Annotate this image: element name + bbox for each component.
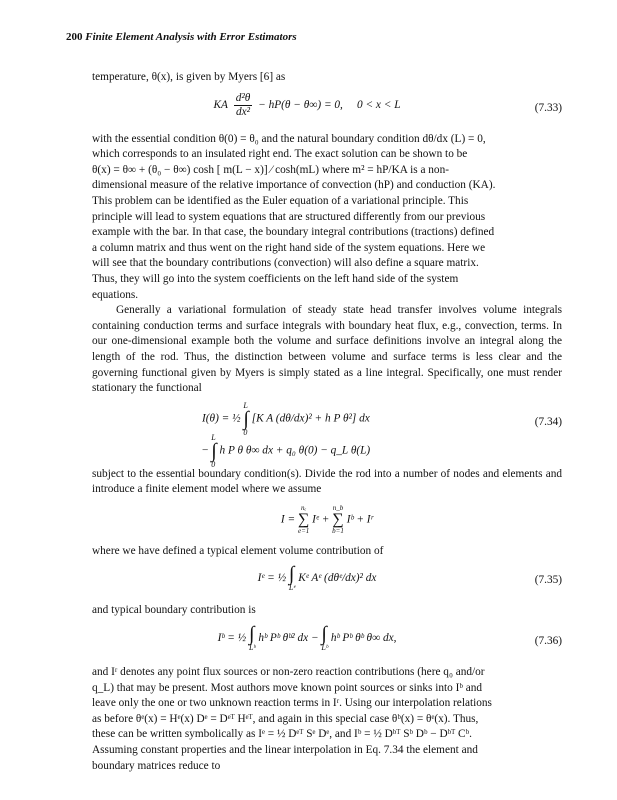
equation-7-34 [92,400,562,469]
equation-7-33 [92,92,562,126]
eq736-lhs: Iᵇ = ½ [217,632,247,645]
eq734-int2-lower: 0 [211,459,216,469]
p2-line5: This problem can be identified as the Euler equation of a variational principle. This [92,194,469,207]
running-header [66,30,297,46]
eq736-int1-lower: Lᵇ [248,643,256,653]
eq733-domain: 0 < x < L [357,98,401,111]
eq734-int2-upper: L [211,432,216,442]
eq733-frac-den: dx² [236,105,251,118]
p2-line6: principle will lead to system equations that are structured differently from our previous [92,210,486,223]
eq736-int2-lower: Lᵇ [321,643,328,653]
eq734-lhs: I(θ) = ½ [202,412,241,425]
integral-sign-icon: ∫ [288,563,295,586]
eq735-integral [289,565,296,592]
paragraph-solution [92,132,562,304]
eqsum-term2: Iᵇ + Iʳ [346,513,374,526]
eq733-number: (7.33) [534,101,562,114]
paragraph-essential-bc: subject to the essential boundary condition(s). Divide the rod into a number of nodes and elements and introduce a finite element model where we assume [92,467,562,496]
integral-sign-icon: ∫ [321,623,327,646]
p7-line7: boundary matrices reduce to [92,759,221,772]
eq733-frac-num: d²θ [235,91,251,104]
eqsum-lhs: I = [280,513,296,526]
eq735-number: (7.35) [534,574,562,587]
p2-line9: will see that the boundary contributions (convection) will also define a square matrix. [92,257,479,270]
eqsum-sum1-lower: e=1 [297,526,310,535]
equation-sum [92,504,562,538]
summation-sign-icon: ∑ [297,510,310,528]
eq735-int-lower: Lᵉ [288,583,296,593]
eqsum-sum1 [298,504,309,536]
eq734-integral1 [243,401,248,437]
eq736-body2: hᵇ Pᵇ θᵇ θ∞ dx, [330,632,397,645]
p7-line1: and Iʳ denotes any point flux sources or non-zero reaction contributions (here q₀ and/or [92,666,485,679]
p7-line3: leave only the one or two unknown reaction terms in Iʳ. Using our interpolation relations [92,697,492,710]
eq733-fraction [234,92,253,119]
p7-line4: as before θᵉ(x) = Hᵉ(x) Dᵉ = Dᵉᵀ Hᵉᵀ, and again in this special case θᵇ(x) = θᵉ(x). Thus, [92,712,479,725]
page-number: 200 [66,31,83,43]
eqsum-sum2-lower: b=1 [332,526,344,535]
paragraph-boundary-contribution: and typical boundary contribution is [92,604,256,617]
equation-7-36 [92,625,562,659]
p2-line3: θ(x) = θ∞ + (θ₀ − θ∞) cosh [ m(L − x)] ⁄ cosh(mL) where m² = hP/KA is a non- [92,163,449,176]
eq734-int-lower: 0 [243,427,248,437]
paragraph-element-contribution: where we have defined a typical element volume contribution of [92,544,384,557]
eq736-body1: hᵇ Pᵇ θᵇ² dx − [258,632,319,645]
p2-line4: dimensional measure of the relative importance of convection (hP) and conduction (KA). [92,179,496,192]
p2-line1: with the essential condition θ(0) = θ₀ and the natural boundary condition dθ/dx (L) = 0, [92,132,486,145]
eqsum-sum2 [332,504,344,536]
paragraph-matrices [92,665,562,774]
paragraph-intro: temperature, θ(x), is given by Myers [6] as [92,71,286,83]
running-title: Finite Element Analysis with Error Estimators [85,31,297,43]
paragraph-variational: Generally a variational formulation of steady state head transfer involves volume integrals containing conduction terms and surface integrals with boundary heat flux, e.g., convection, terms. In our one-dimensional example both the volume and surface definitions involve an integral along the length of the rod. Thus, the distinction between volume and surface terms is less clear and the governing functional given by Myers is simply stated as a line integral. Specifically, one must render stationary the functional [92,304,562,395]
page-body [92,70,562,774]
eqsum-sum1-upper: nₑ [300,503,307,512]
eq736-number: (7.36) [534,635,562,648]
p7-line6: Assuming constant properties and the linear interpolation in Eq. 7.34 the element and [92,744,478,757]
p2-line8: a column matrix and thus went on the right hand side of the system equations. Here we [92,241,486,254]
eqsum-term1: Iᵉ + [312,513,330,526]
eq736-integral1 [249,625,256,652]
eq734-minus: − [202,444,209,457]
p2-line11: equations. [92,288,139,301]
equation-7-35 [92,565,562,597]
integral-sign-icon: ∫ [211,439,217,462]
eq734-integral2 [211,433,216,469]
eqsum-sum2-upper: n_b [332,503,344,512]
eq735-lhs: Iᵉ = ½ [257,572,287,585]
eq734-line2-body: h P θ θ∞ dx + q₀ θ(0) − q_L θ(L) [219,444,371,457]
summation-sign-icon: ∑ [332,510,344,528]
p7-line5: these can be written symbolically as Iᵉ = ½ Dᵉᵀ Sᵉ Dᵉ, and Iᵇ = ½ Dᵇᵀ Sᵇ Dᵇ − Dᵇᵀ Cᵇ. [92,728,472,741]
eq735-body: Kᵉ Aᵉ (dθᵉ/dx)² dx [298,572,377,585]
p2-line10: Thus, they will go into the system coefficients on the left hand side of the system [92,272,459,285]
eq736-integral2 [321,625,328,652]
p2-line7: example with the bar. In that case, the boundary integral contributions (tractions) defined [92,226,495,239]
eq734-int-upper: L [243,400,248,410]
eq734-number: (7.34) [534,415,562,428]
integral-sign-icon: ∫ [248,623,255,646]
integral-sign-icon: ∫ [243,407,249,430]
eq733-rest: − hP(θ − θ∞) = 0, [258,98,343,111]
p2-line2: which corresponds to an insulated right end. The exact solution can be shown to be [92,148,468,161]
eq734-line1-body: [K A (dθ/dx)² + h P θ²] dx [251,412,370,425]
p7-line2: q_L) that may be present. Most authors move known point sources or sinks into Iᵇ and [92,681,483,694]
eq733-lhs: KA [213,98,228,111]
